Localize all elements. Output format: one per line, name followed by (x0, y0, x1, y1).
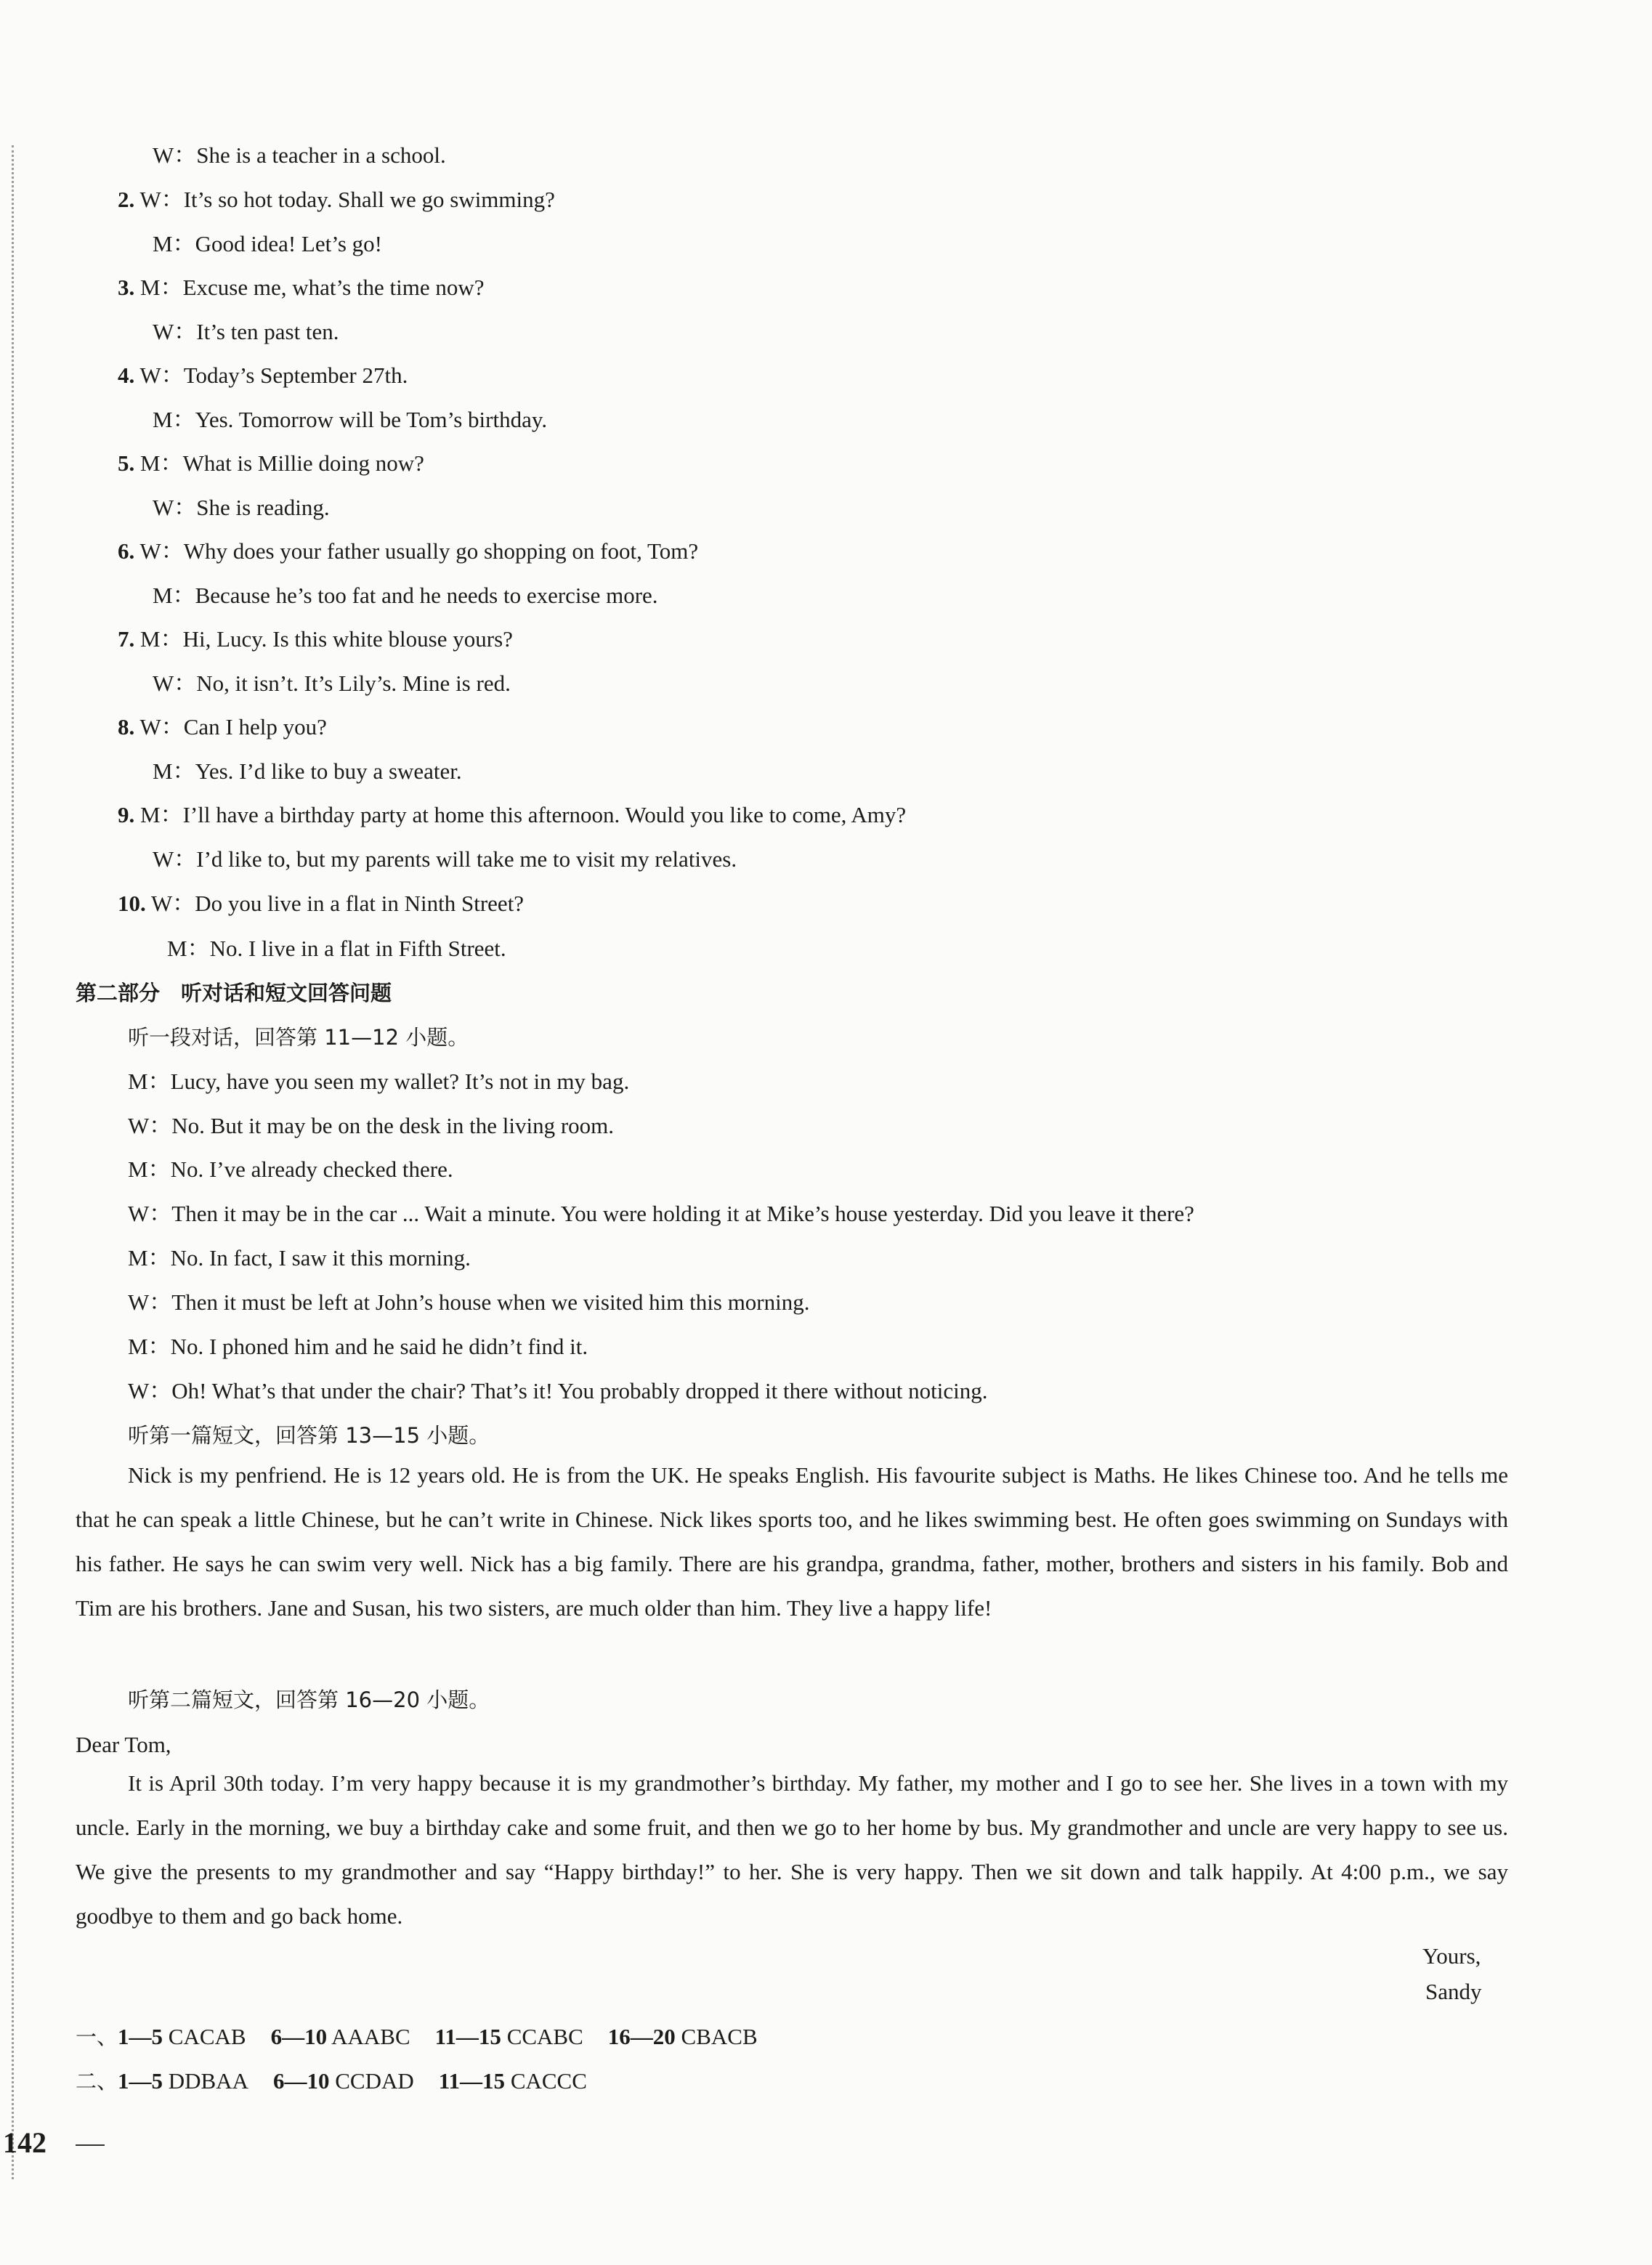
conversation-line: W：Then it must be left at John’s house when we visited him this morning. (128, 1289, 810, 1315)
dialog-line: 8. W：Can I help you? (118, 714, 327, 740)
conversation-line: M：No. I phoned him and he said he didn’t find it. (128, 1334, 588, 1359)
dialog-line: M：Good idea! Let’s go! (153, 231, 382, 256)
conversation-line: W：Then it may be in the car ... Wait a minute. You were holding it at Mike’s house yesterday. Did you leave it there? (128, 1201, 1194, 1226)
section-instruction: 听第二篇短文，回答第 16—20 小题。 (128, 1687, 490, 1712)
page-number: 142 (3, 2126, 46, 2159)
letter-closing: Yours, (1422, 1943, 1481, 1969)
conversation-line: W：No. But it may be on the desk in the living room. (128, 1113, 615, 1138)
section-heading: 第二部分 听对话和短文回答问题 (76, 981, 392, 1005)
answer-row-1: 一、1—5 CACAB 6—10 AAABC 11—15 CCABC 16—20 CBACB (76, 2024, 758, 2049)
dialog-line: 7. M：Hi, Lucy. Is this white blouse yours? (118, 626, 513, 652)
dialog-line: 2. W：It’s so hot today. Shall we go swimming? (118, 187, 555, 212)
dialog-line: W：No, it isn’t. It’s Lily’s. Mine is red. (153, 670, 511, 696)
dialog-line: 9. M：I’ll have a birthday party at home this afternoon. Would you like to come, Amy? (118, 802, 907, 827)
passage-letter: It is April 30th today. I’m very happy because it is my grandmother’s birthday. My father, my mother and I go to see her. She lives in a town with my uncle. Early in the morning, we buy a birthday cake and some fruit, and then we go to her home by bus. My grandmother and uncle are very happy to see us. We give the presents to my grandmother and say “Happy birthday!” to her. She is very happy. Then we sit down and talk happily. At 4:00 p.m., we say goodbye to them and go back home. (76, 1770, 1508, 1929)
dialog-line: W：She is a teacher in a school. (153, 142, 446, 168)
dialog-line: M：Yes. I’d like to buy a sweater. (153, 758, 462, 784)
conversation-line: M：Lucy, have you seen my wallet? It’s not in my bag. (128, 1069, 630, 1094)
page-number-rule (76, 2144, 105, 2146)
section-instruction: 听第一篇短文，回答第 13—15 小题。 (128, 1423, 490, 1448)
conversation-line: M：No. I’ve already checked there. (128, 1156, 453, 1182)
dialog-line: 6. W：Why does your father usually go shopping on foot, Tom? (118, 538, 699, 564)
answer-row-2: 二、1—5 DDBAA 6—10 CCDAD 11—15 CACCC (76, 2068, 587, 2094)
passage-nick: Nick is my penfriend. He is 12 years old. He is from the UK. He speaks English. His favourite subject is Maths. He likes Chinese too. And he tells me that he can speak a little Chinese, but he can’t write in Chinese. Nick likes sports too, and he likes swimming best. He often goes swimming on Sundays with his father. He says he can swim very well. Nick has a big family. There are his grandpa, grandma, father, mother, brothers and sisters in his family. Bob and Tim are his brothers. Jane and Susan, his two sisters, are much older than him. They live a happy life! (76, 1462, 1508, 1621)
dialog-line: W：I’d like to, but my parents will take me to visit my relatives. (153, 846, 737, 872)
dialog-line: M：Because he’s too fat and he needs to exercise more. (153, 583, 658, 608)
dialog-line: 10. W：Do you live in a flat in Ninth Street? (118, 891, 525, 916)
letter-signature: Sandy (1425, 1979, 1482, 2004)
dialog-line: M：Yes. Tomorrow will be Tom’s birthday. (153, 407, 548, 432)
margin-dotted-line (12, 145, 14, 2179)
dialog-line: 3. M：Excuse me, what’s the time now? (118, 275, 485, 300)
conversation-line: W：Oh! What’s that under the chair? That’s it! You probably dropped it there without noticing. (128, 1378, 988, 1403)
dialog-line: M：No. I live in a flat in Fifth Street. (167, 936, 506, 961)
dialog-line: 4. W：Today’s September 27th. (118, 362, 408, 388)
dialog-line: W：She is reading. (153, 495, 330, 520)
conversation-line: M：No. In fact, I saw it this morning. (128, 1245, 471, 1271)
dialog-line: 5. M：What is Millie doing now? (118, 450, 424, 476)
dialog-line: W：It’s ten past ten. (153, 319, 339, 344)
section-instruction: 听一段对话，回答第 11—12 小题。 (128, 1025, 469, 1050)
letter-greeting: Dear Tom, (76, 1732, 171, 1757)
